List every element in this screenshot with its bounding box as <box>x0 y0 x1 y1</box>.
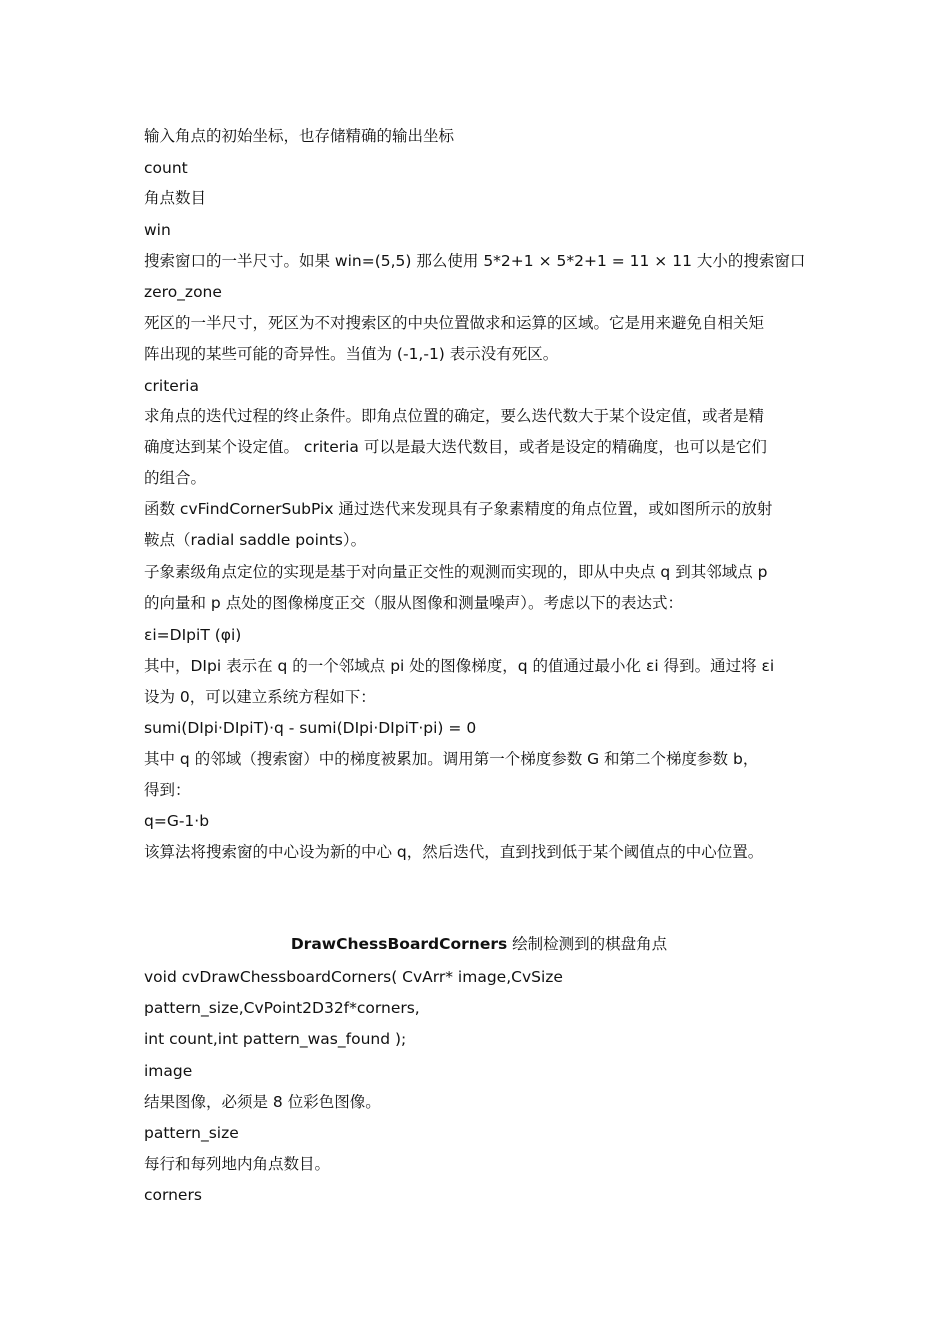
section-heading <box>144 934 814 954</box>
text-line: 其中，DIpi 表示在 q 的一个邻域点 pi 处的图像梯度，q 的值通过最小化 εi 得到。通过将 εi <box>144 657 775 675</box>
text-line: 的向量和 p 点处的图像梯度正交（服从图像和测量噪声）。考虑以下的表达式： <box>144 594 683 612</box>
text-line: zero_zone <box>144 283 222 301</box>
text-line: 死区的一半尺寸，死区为不对搜索区的中央位置做求和运算的区域。它是用来避免自相关矩 <box>144 314 765 332</box>
section-heading-name: DrawChessBoardCorners <box>290 935 508 953</box>
text-line: 阵出现的某些可能的奇异性。当值为 (-1,-1) 表示没有死区。 <box>144 345 559 363</box>
text-line: 得到： <box>144 781 191 799</box>
text-line: 子象素级角点定位的实现是基于对向量正交性的观测而实现的，即从中央点 q 到其邻域点 p <box>144 563 768 581</box>
text-line: 输入角点的初始坐标，也存储精确的输出坐标 <box>144 127 455 145</box>
text-line: 鞍点（radial saddle points）。 <box>144 531 367 549</box>
text-line: corners <box>144 1186 202 1204</box>
text-line: 的组合。 <box>144 469 207 487</box>
code-line: pattern_size,CvPoint2D32f*corners, <box>144 999 420 1017</box>
text-line: 函数 cvFindCornerSubPix 通过迭代来发现具有子象素精度的角点位置，或如图所示的放射 <box>144 500 773 518</box>
section-heading-description: 绘制检测到的棋盘角点 <box>507 935 668 953</box>
text-line: count <box>144 159 188 177</box>
text-line: 设为 0，可以建立系统方程如下： <box>144 688 376 706</box>
text-line: criteria <box>144 377 199 395</box>
text-line: 确度达到某个设定值。 criteria 可以是最大迭代数目，或者是设定的精确度，也可以是它们 <box>144 438 767 456</box>
text-line: 角点数目 <box>144 189 207 207</box>
text-line: image <box>144 1062 193 1080</box>
formula-line: q=G-1·b <box>144 812 210 830</box>
text-line: 结果图像，必须是 8 位彩色图像。 <box>144 1093 381 1111</box>
text-line: 该算法将搜索窗的中心设为新的中心 q，然后迭代，直到找到低于某个阈值点的中心位置。 <box>144 843 764 861</box>
text-line: 每行和每列地内角点数目。 <box>144 1155 331 1173</box>
text-line: win <box>144 221 171 239</box>
formula-line: sumi(DIpi·DIpiT)·q - sumi(DIpi·DIpiT·pi) = 0 <box>144 719 477 737</box>
text-line: 搜索窗口的一半尺寸。如果 win=(5,5) 那么使用 5*2+1 × 5*2+1 = 11 × 11 大小的搜索窗口 <box>144 252 806 270</box>
formula-line: εi=DIpiT (φi) <box>144 626 242 644</box>
code-line: void cvDrawChessboardCorners( CvArr* image,CvSize <box>144 968 563 986</box>
code-line: int count,int pattern_was_found ); <box>144 1030 407 1048</box>
text-line: pattern_size <box>144 1124 239 1142</box>
text-line: 其中 q 的邻域（搜索窗）中的梯度被累加。调用第一个梯度参数 G 和第二个梯度参数 b， <box>144 750 759 768</box>
text-line: 求角点的迭代过程的终止条件。即角点位置的确定，要么迭代数大于某个设定值，或者是精 <box>144 407 765 425</box>
